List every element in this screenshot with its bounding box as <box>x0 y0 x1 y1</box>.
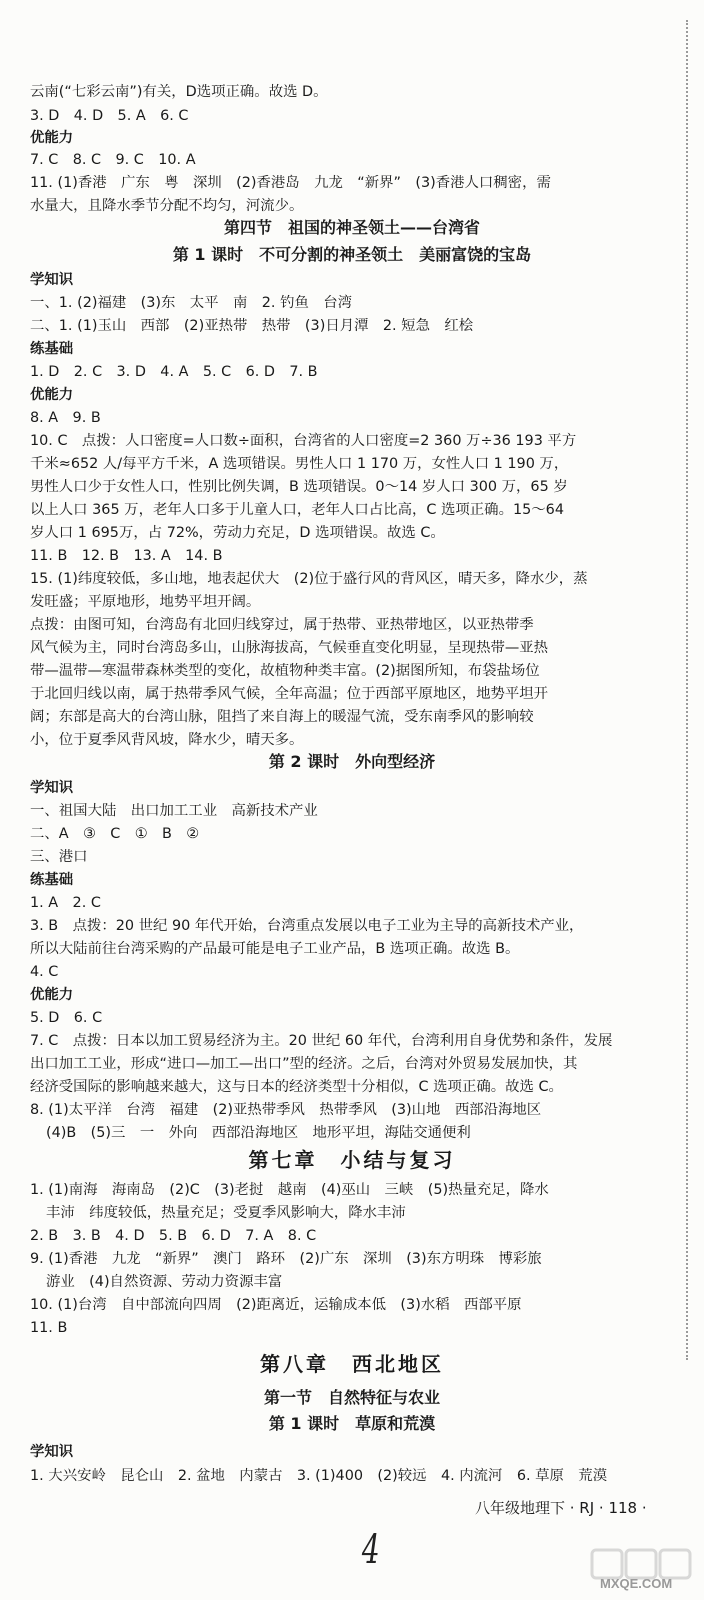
chapter-title: 第八章 西北地区 <box>260 1352 444 1376</box>
lesson-title: 第 2 课时 外向型经济 <box>268 752 436 771</box>
text-line: 经济受国际的影响越来越大，这与日本的经济类型十分相似，C 选项正确。故选 C。 <box>30 1079 563 1095</box>
text-line: 带—温带—寒温带森林类型的变化，故植物种类丰富。(2)据图所知，布袋盐场位 <box>30 663 540 679</box>
text-line: 水量大，且降水季节分配不均匀，河流少。 <box>30 198 304 214</box>
heading-xue-zhishi: 学知识 <box>30 272 74 288</box>
text-line: 1. 大兴安岭 昆仑山 2. 盆地 内蒙古 3. (1)400 (2)较远 4. 内流河 6. 草原 荒漠 <box>30 1468 608 1484</box>
heading-you-nengli: 优能力 <box>30 387 74 403</box>
heading-xue-zhishi: 学知识 <box>30 1444 74 1460</box>
text-line: 发旺盛；平原地形，地势平坦开阔。 <box>30 594 261 610</box>
text-line: 千米≈652 人/每平方千米，A 选项错误。男性人口 1 170 万，女性人口 1 190 万， <box>30 456 569 472</box>
text-line: 丰沛 纬度较低，热量充足；受夏季风影响大，降水丰沛 <box>46 1205 406 1221</box>
heading-lian-jichu: 练基础 <box>30 872 74 888</box>
heading-you-nengli: 优能力 <box>30 130 74 146</box>
text-line: 游业 (4)自然资源、劳动力资源丰富 <box>46 1274 283 1290</box>
lesson-title: 第 1 课时 草原和荒漠 <box>268 1414 436 1433</box>
section-title: 第一节 自然特征与农业 <box>263 1388 440 1407</box>
text-line: 10. (1)台湾 自中部流向四周 (2)距离近，运输成本低 (3)水稻 西部平原 <box>30 1297 522 1313</box>
text-line: 7. C 8. C 9. C 10. A <box>30 152 196 168</box>
text-line: 于北回归线以南，属于热带季风气候，全年高温；位于西部平原地区，地势平坦开 <box>30 686 549 702</box>
text-line: 10. C 点拨：人口密度=人口数÷面积，台湾省的人口密度=2 360 万÷36 193 平方 <box>30 433 577 449</box>
text-line: 出口加工工业，形成“进口—加工—出口”型的经济。之后，台湾对外贸易发展加快，其 <box>30 1056 578 1072</box>
text-line: 小，位于夏季风背风坡，降水少，晴天多。 <box>30 732 304 748</box>
text-line: 以上人口 365 万，老年人口多于儿童人口，老年人口占比高，C 选项正确。15～64 <box>30 502 564 518</box>
text-line: 男性人口少于女性人口，性别比例失调，B 选项错误。0～14 岁人口 300 万，65 岁 <box>30 479 568 495</box>
text-line: 4. C <box>30 964 59 980</box>
text-line: 8. (1)太平洋 台湾 福建 (2)亚热带季风 热带季风 (3)山地 西部沿海地区 <box>30 1102 542 1118</box>
lesson-title: 第 1 课时 不可分割的神圣领土 美丽富饶的宝岛 <box>172 245 532 264</box>
text-line: 阔；东部是高大的台湾山脉，阻挡了来自海上的暖湿气流，受东南季风的影响较 <box>30 709 534 725</box>
text-line: 8. A 9. B <box>30 410 101 426</box>
text-line: 15. (1)纬度较低，多山地，地表起伏大 (2)位于盛行风的背风区，晴天多，降水少，蒸 <box>30 571 588 587</box>
text-line: 11. B <box>30 1320 68 1336</box>
page-footer: 八年级地理下 · RJ · 118 · <box>475 1499 647 1517</box>
heading-you-nengli: 优能力 <box>30 987 74 1003</box>
text-line: 5. D 6. C <box>30 1010 103 1026</box>
text-line: 一、1. (2)福建 (3)东 太平 南 2. 钓鱼 台湾 <box>30 295 353 311</box>
text-line: 9. (1)香港 九龙 “新界” 澳门 路环 (2)广东 深圳 (3)东方明珠 博彩旅 <box>30 1251 542 1267</box>
text-line: 一、祖国大陆 出口加工工业 高新技术产业 <box>30 803 318 819</box>
watermark-text: MXQE.COM <box>600 1576 673 1591</box>
text-line: 11. (1)香港 广东 粤 深圳 (2)香港岛 九龙 “新界” (3)香港人口稠密，需 <box>30 175 551 191</box>
text-line: 7. C 点拨：日本以加工贸易经济为主。20 世纪 60 年代，台湾利用自身优势和条件，发展 <box>30 1033 613 1049</box>
text-line: 1. (1)南海 海南岛 (2)C (3)老挝 越南 (4)巫山 三峡 (5)热量充足，降水 <box>30 1182 549 1198</box>
text-line: (4)B (5)三 一 外向 西部沿海地区 地形平坦，海陆交通便利 <box>46 1125 471 1141</box>
text-line: 岁人口 1 695万，占 72%，劳动力充足，D 选项错误。故选 C。 <box>30 525 445 541</box>
text-line: 点拨：由图可知，台湾岛有北回归线穿过，属于热带、亚热带地区，以亚热带季 <box>30 617 534 633</box>
chapter-review-title: 第七章 小结与复习 <box>248 1148 456 1172</box>
text-line: 11. B 12. B 13. A 14. B <box>30 548 223 564</box>
text-line: 三、港口 <box>30 849 88 865</box>
handwritten-page-number: 4 <box>361 1527 380 1573</box>
text-line: 二、A ③ C ① B ② <box>30 826 200 842</box>
text-line: 3. B 点拨：20 世纪 90 年代开始，台湾重点发展以电子工业为主导的高新技术产业， <box>30 918 584 934</box>
section-title: 第四节 祖国的神圣领土——台湾省 <box>223 218 480 237</box>
text-line: 1. D 2. C 3. D 4. A 5. C 6. D 7. B <box>30 364 318 380</box>
text-line: 3. D 4. D 5. A 6. C <box>30 108 189 124</box>
margin-dotted-line <box>686 20 688 1360</box>
text-line: 2. B 3. B 4. D 5. B 6. D 7. A 8. C <box>30 1228 317 1244</box>
text-line: 云南(“七彩云南”)有关，D选项正确。故选 D。 <box>30 84 328 100</box>
text-line: 1. A 2. C <box>30 895 101 911</box>
heading-lian-jichu: 练基础 <box>30 341 74 357</box>
heading-xue-zhishi: 学知识 <box>30 780 74 796</box>
text-line: 所以大陆前往台湾采购的产品最可能是电子工业产品，B 选项正确。故选 B。 <box>30 941 520 957</box>
text-line: 风气候为主，同时台湾岛多山，山脉海拔高，气候垂直变化明显，呈现热带—亚热 <box>30 640 549 656</box>
text-line: 二、1. (1)玉山 西部 (2)亚热带 热带 (3)日月潭 2. 短急 红桧 <box>30 318 474 334</box>
